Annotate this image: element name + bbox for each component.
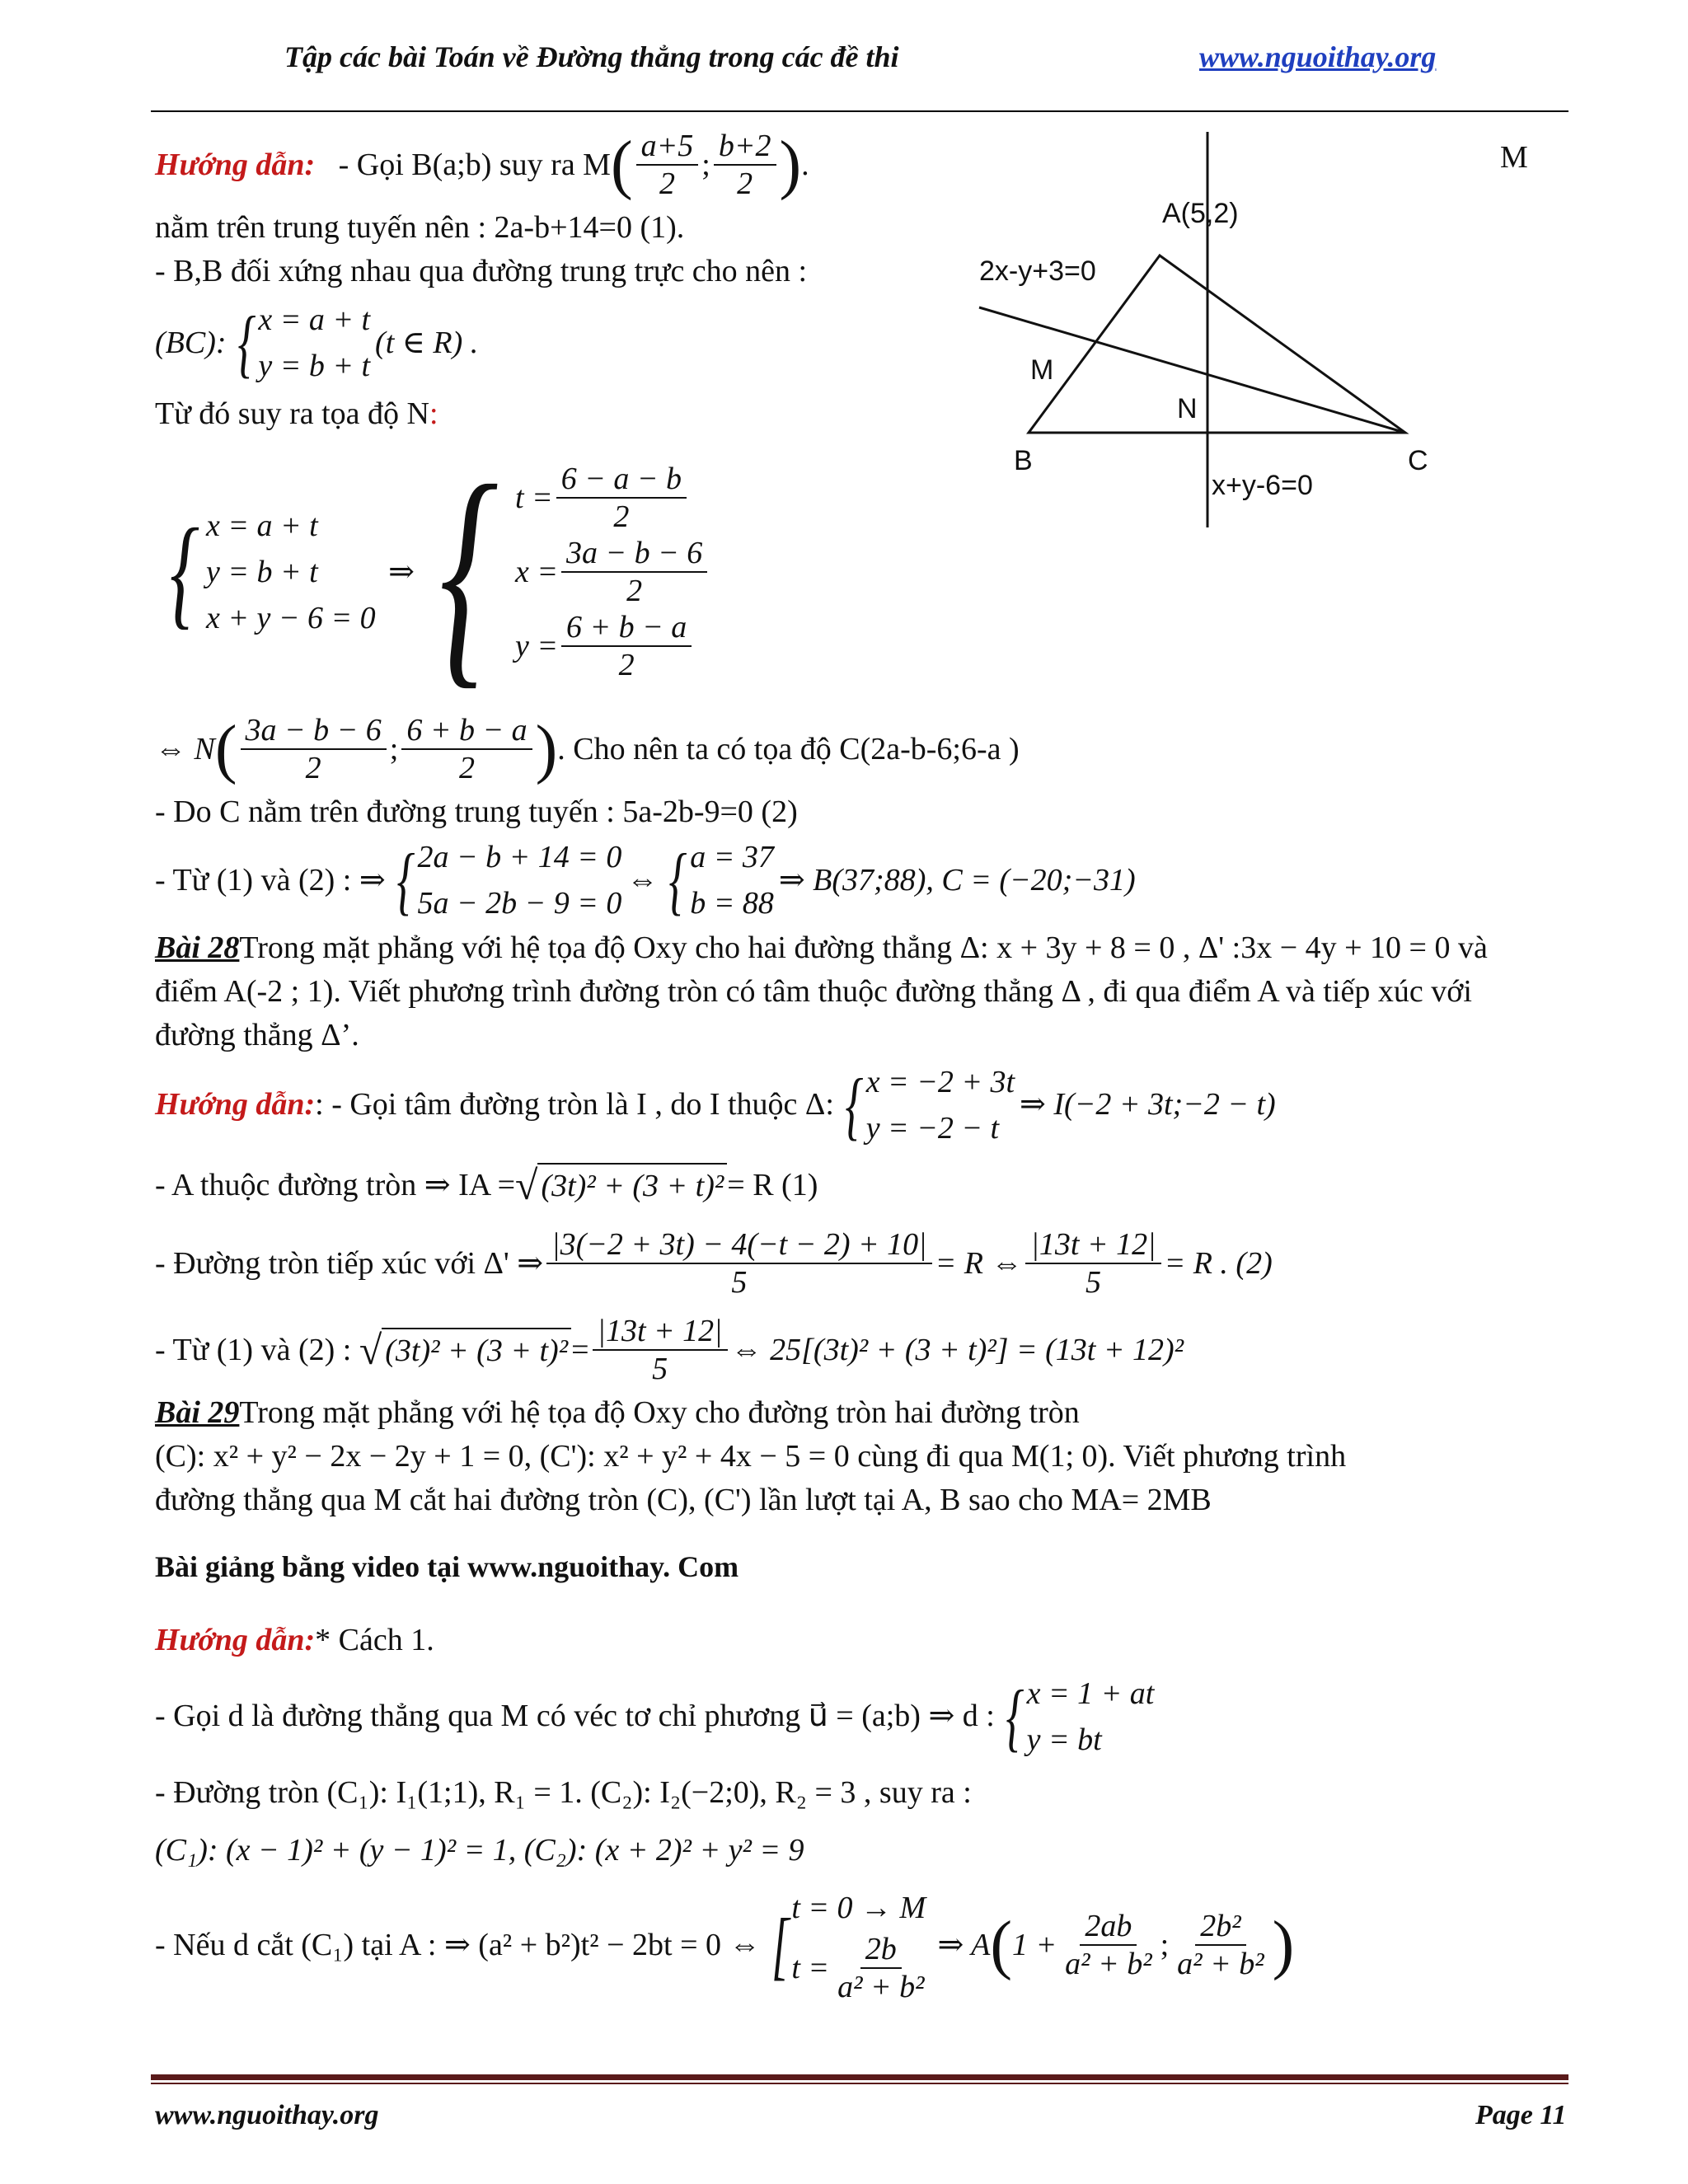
- sol27-n-system: { x = a + t y = b + t x + y − 6 = 0 ⇒ { t = $\frac{6 - a - b}{2}$ x = $\frac{3a - b - 6}{2}$ y = $\frac{6 + b - a}{2}$: [155, 436, 1540, 708]
- sol29-line1: Hướng dẫn: * Cách 1.: [155, 1611, 1540, 1669]
- bai28-line2: điểm A(-2 ; 1). Viết phương trình đường tròn có tâm thuộc đường thẳng Δ , đi qua điểm A và tiếp xúc với: [155, 974, 1472, 1009]
- label-m-corner: M: [1500, 140, 1528, 175]
- bai29-line1: Bài 29 Trong mặt phẳng với hệ tọa độ Oxy cho đường tròn hai đường tròn: [155, 1391, 1540, 1435]
- page-number: Page 11: [1475, 2100, 1567, 2130]
- footer-rule-thick: [151, 2074, 1568, 2080]
- footer-rule-thin: [151, 2083, 1568, 2084]
- sol27-line3: - B,B đối xứng nhau qua đường trung trực cho nên :: [155, 254, 808, 288]
- label-n: N: [1177, 393, 1198, 424]
- video-note: Bài giảng bằng video tại www.nguoithay. Com: [155, 1549, 739, 1583]
- header-rule: [151, 110, 1568, 112]
- bai28-line1: Bài 28 Trong mặt phẳng với hệ tọa độ Oxy cho hai đường thẳng Δ: x + 3y + 8 = 0 , Δ' :3x − 4y + 10 = 0 và: [155, 926, 1540, 970]
- sol27-bc-system: (BC): { x = a + t y = b + t (t ∈ R) .: [155, 301, 479, 385]
- sol27-line1: Hướng dẫn: - Gọi B(a;b) suy ra M ( $\frac{a+5}{2}$ ; $\frac{b+2}{2}$ ) .: [155, 129, 809, 201]
- bai29-line2: (C): x² + y² − 2x − 2y + 1 = 0, (C'): x² + y² + 4x − 5 = 0 cùng đi qua M(1; 0). Viết phương trình: [155, 1439, 1347, 1474]
- sol29-line5: - Nếu d cắt (C₁) tại A : ⇒ (a² + b²)t² − 2bt = 0 ⇔ [ t = 0 → M t = $\frac{2b}{\text{a² + b²}}$ ⇒ A ( 1 + $\frac{2ab}{\text{a² + b²}}$ ; $\frac{\text{2b²}}{\text{a² + b²}}$ ): [155, 1891, 1295, 2004]
- header-title: Tập các bài Toán về Đường thẳng trong các đề thi: [284, 40, 899, 73]
- sol28-line4: - Từ (1) và (2) : √ (3t)² + (3 + t)² = $\frac{|13t + 12|}{5}$ ⇔ 25[(3t)² + (3 + t)²] = (13t + 12)²: [155, 1314, 1184, 1386]
- sol28-line1: Hướng dẫn: : - Gọi tâm đường tròn là I , do I thuộc Δ: { x = −2 + 3t y = −2 − t ⇒ I(−2 + 3t;−2 − t): [155, 1062, 1276, 1147]
- bai29-number: Bài 29: [155, 1395, 240, 1430]
- sol29-line3: - Đường tròn (C₁): I₁(1;1), R₁ = 1. (C₂): I₂(−2;0), R₂ = 3 , suy ra :: [155, 1774, 972, 1810]
- sol28-line3: - Đường tròn tiếp xúc với Δ' ⇒ $\frac{|3(-2 + 3t) - 4(-t - 2) + 10|}{5}$ = R ⇔ $\frac{|13t + 12|}{5}$ = R . (2): [155, 1227, 1273, 1300]
- bai29-line3: đường thẳng qua M cắt hai đường tròn (C), (C') lần lượt tại A, B sao cho MA= 2MB: [155, 1483, 1212, 1517]
- sol29-heading: Hướng dẫn:: [155, 1622, 316, 1657]
- label-a: A(5,2): [1162, 198, 1239, 229]
- sol29-line4: (C₁): (x − 1)² + (y − 1)² = 1, (C₂): (x + 2)² + y² = 9: [155, 1832, 804, 1868]
- footer-site[interactable]: www.nguoithay.org: [155, 2100, 379, 2130]
- sol27-line2: nằm trên trung tuyến nên : 2a-b+14=0 (1).: [155, 210, 685, 245]
- bai28-line3: đường thẳng Δ’.: [155, 1018, 359, 1052]
- header-site-link[interactable]: www.nguoithay.org: [1199, 40, 1437, 73]
- page-body: [155, 124, 1540, 2011]
- sol27-line5: - Do C nằm trên đường trung tuyến : 5a-2b-9=0 (2): [155, 794, 798, 829]
- sol28-heading: Hướng dẫn:: [155, 1087, 316, 1122]
- label-line1: 2x-y+3=0: [979, 255, 1096, 287]
- sol29-line2: - Gọi d là đường thẳng qua M có véc tơ chỉ phương u⃗ = (a;b) ⇒ d : { x = 1 + at y = bt: [155, 1674, 1155, 1759]
- label-line2: x+y-6=0: [1212, 470, 1313, 501]
- label-b: B: [1014, 445, 1033, 476]
- sol27-line4: Từ đó suy ra tọa độ N :: [155, 396, 438, 431]
- sol28-line2: - A thuộc đường tròn ⇒ IA = √ (3t)² + (3 + t)² = R (1): [155, 1161, 818, 1208]
- sol27-n-coords: ⇔ N ( $\frac{3a - b - 6}{2}$ ; $\frac{6 + b - a}{2}$ ) . Cho nên ta có tọa độ C(2a-b-6;6-a ): [155, 713, 1020, 785]
- label-c: C: [1408, 445, 1428, 476]
- bai28-number: Bài 28: [155, 930, 240, 965]
- label-m: M: [1030, 354, 1054, 386]
- sol27-heading: Hướng dẫn:: [155, 147, 316, 182]
- sol27-result: - Từ (1) và (2) : ⇒ { 2a − b + 14 = 0 5a − 2b − 9 = 0 ⇔ { a = 37 b = 88 ⇒ B(37;88), C = (−20;−31): [155, 838, 1136, 922]
